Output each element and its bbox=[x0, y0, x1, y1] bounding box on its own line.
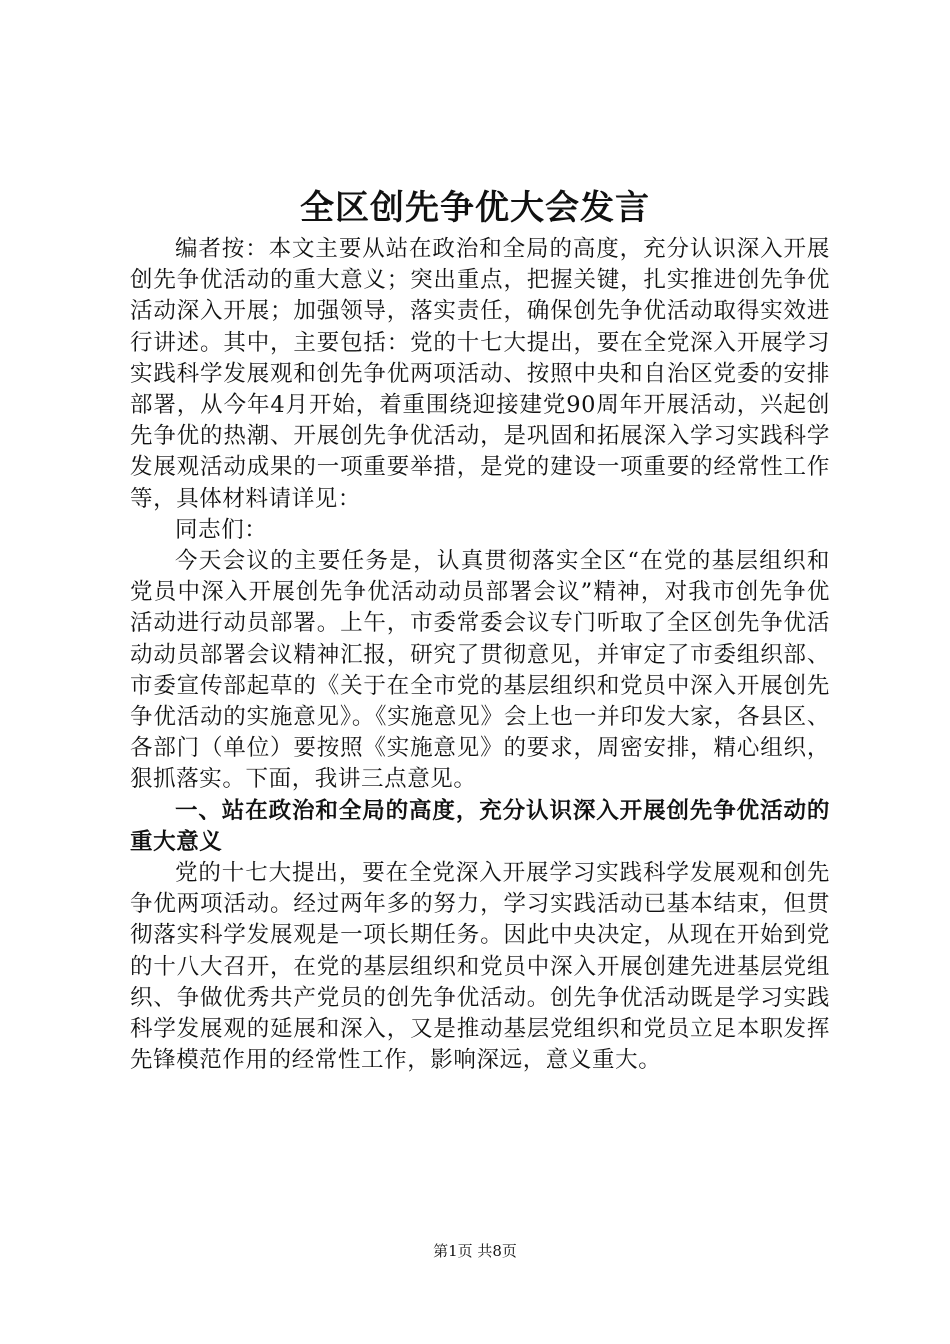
document-title: 全区创先争优大会发言 bbox=[300, 188, 650, 228]
section-heading-1: 一、站在政治和全局的高度，充分认识深入开展创先争优活动的重大意义 bbox=[130, 797, 830, 855]
meeting-task-paragraph: 今天会议的主要任务是，认真贯彻落实全区“在党的基层组织和党员中深入开展创先争优活动动员部署会议”精神，对我市创先争优活动进行动员部署。上午，市委常委会议专门听取了全区创先争优活动动员部署会议精神汇报，研究了贯彻意见，并审定了市委组织部、市委宣传部起草的《关于在全市党的基层组织和党员中深入开展创先争优活动的实施意见》。《实施意见》会上也一并印发大家，各县区、各部门（单位）要按照《实施意见》的要求，周密安排，精心组织，狠抓落实。下面，我讲三点意见。 bbox=[130, 548, 830, 793]
document-body bbox=[130, 234, 830, 1076]
salutation-paragraph: 同志们： bbox=[175, 516, 268, 543]
editor-note-paragraph: 编者按：本文主要从站在政治和全局的高度，充分认识深入开展创先争优活动的重大意义；突出重点，把握关键，扎实推进创先争优活动深入开展；加强领导，落实责任，确保创先争优活动取得实效进行讲述。其中，主要包括：党的十七大提出，要在全党深入开展学习实践科学发展观和创先争优两项活动、按照中央和自治区党委的安排部署，从今年4月开始，着重围绕迎接建党90周年开展活动，兴起创先争优的热潮、开展创先争优活动，是巩固和拓展深入学习实践科学发展观活动成果的一项重要举措，是党的建设一项重要的经常性工作等，具体材料请详见： bbox=[130, 236, 830, 512]
section-1-paragraph: 党的十七大提出，要在全党深入开展学习实践科学发展观和创先争优两项活动。经过两年多的努力，学习实践活动已基本结束，但贯彻落实科学发展观是一项长期任务。因此中央决定，从现在开始到党的十八大召开，在党的基层组织和党员中深入开展创建先进基层党组织、争做优秀共产党员的创先争优活动。创先争优活动既是学习实践科学发展观的延展和深入，又是推动基层党组织和党员立足本职发挥先锋模范作用的经常性工作，影响深远，意义重大。 bbox=[130, 860, 830, 1074]
page-footer: 第1页 共8页 bbox=[433, 1242, 517, 1260]
